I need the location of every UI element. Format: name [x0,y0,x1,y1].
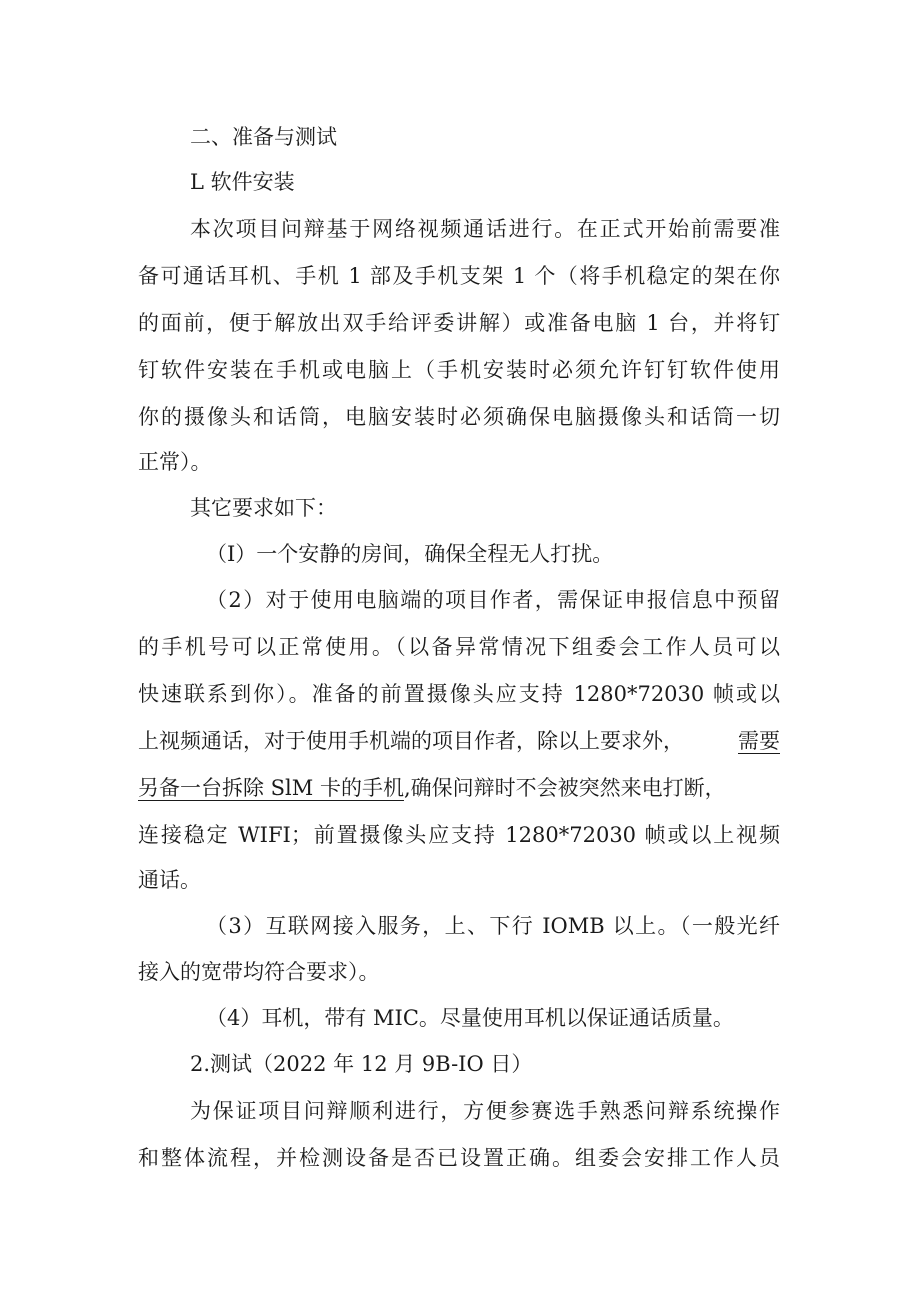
paragraph-line: 你的摄像头和话筒，电脑安装时必须确保电脑摄像头和话筒一切 [138,405,780,429]
paragraph-line: 钉软件安装在手机或电脑上（手机安装时必须允许钉钉软件使用 [138,358,780,382]
subsection-software-install: L 软件安装 [190,170,295,194]
requirement-item-2-line: （2）对于使用电脑端的项目作者，需保证申报信息中预留 [206,588,780,612]
paragraph-line: 的面前，便于解放出双手给评委讲解）或准备电脑 1 台，并将钉 [138,311,780,335]
paragraph-line: 备可通话耳机、手机 1 部及手机支架 1 个（将手机稳定的架在你 [138,264,780,288]
paragraph-line: 和整体流程，并检测设备是否已设置正确。组委会安排工作人员 [138,1146,780,1170]
requirement-item-3-line: 接入的宽带均符合要求）。 [138,960,380,984]
requirement-item-4: （4）耳机，带有 MIC。尽量使用耳机以保证通话质量。 [206,1006,734,1030]
paragraph-line: 为保证项目问辩顺利进行，方便参赛选手熟悉问辩系统操作 [190,1099,780,1123]
paragraph-line: 本次项目问辩基于网络视频通话进行。在正式开始前需要准 [190,217,780,241]
other-requirements-heading: 其它要求如下： [190,496,337,520]
requirement-item-2-line: 的手机号可以正常使用。（以备异常情况下组委会工作人员可以 [138,635,780,659]
item2-text: ,确保问辩时不会被突然来电打断， [403,776,726,800]
item2-underlined-text: 需要 [738,729,780,753]
requirement-item-2-line: 快速联系到你）。准备的前置摄像头应支持 1280*72030 帧或以 [138,682,780,706]
requirement-item-1: （I）一个安静的房间，确保全程无人打扰。 [206,542,614,566]
subsection-testing: 2.测试（2022 年 12 月 9B-IO 日） [190,1052,533,1076]
requirement-item-2-line [138,768,726,808]
requirement-item-2-line: 通话。 [138,868,201,892]
section-heading: 二、准备与测试 [190,125,337,149]
item2-text: 上视频通话，对于使用手机端的项目作者，除以上要求外， [138,729,684,753]
requirement-item-2-line: 连接稳定 WIFI；前置摄像头应支持 1280*72030 帧或以上视频 [138,823,780,847]
paragraph-line: 正常）。 [138,450,212,474]
requirement-item-3-line: （3）互联网接入服务，上、下行 IOMB 以上。（一般光纤 [206,914,780,938]
item2-underlined-text: 另备一台拆除 SlM 卡的手机 [138,776,404,800]
requirement-item-2-line [138,721,780,761]
